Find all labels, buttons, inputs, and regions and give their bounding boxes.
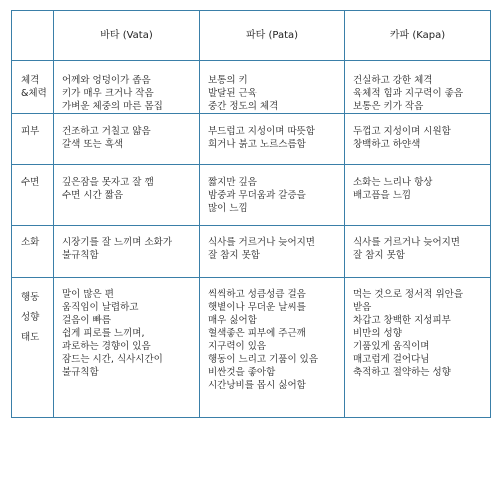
cell-line: 씩씩하고 성큼성큼 걸음 <box>208 289 306 300</box>
cell-sleep-kapa <box>345 165 491 226</box>
cell-body-pata <box>200 61 345 114</box>
cell-line: 시장기를 잘 느끼며 소화가 <box>62 237 173 248</box>
cell-traits-vata <box>54 278 200 418</box>
cell-line: 희거나 붉고 노르스름함 <box>208 139 306 150</box>
cell-line: 햇볕이나 무더운 날씨를 <box>208 302 306 313</box>
cell-line: 식사를 거르거나 늦어지면 <box>208 237 315 248</box>
cell-line: 중간 정도의 체격 <box>208 101 279 112</box>
cell-line: 기품있게 움직이며 <box>353 341 430 352</box>
header-cell-vata: 바타 (Vata) <box>54 11 200 61</box>
cell-line: 건조하고 거칠고 얇음 <box>62 126 151 137</box>
cell-line: 소화는 느리나 항상 <box>353 177 433 188</box>
cell-line: 깊은잠을 못자고 잘 깸 <box>62 177 154 188</box>
cell-traits-pata <box>200 278 345 418</box>
cell-line: 말이 많은 편 <box>62 289 114 300</box>
cell-line: 움직임이 날렵하고 <box>62 302 139 313</box>
cell-line: 축적하고 절약하는 성향 <box>353 367 451 378</box>
cell-line: 육체적 힘과 지구력이 좋음 <box>353 88 464 99</box>
cell-traits-kapa <box>345 278 491 418</box>
row-label-line: 성향 <box>21 312 40 323</box>
cell-body-kapa <box>345 61 491 114</box>
header-cell-kapa: 카파 (Kapa) <box>345 11 491 61</box>
cell-line: 가벼운 체중의 마른 몸집 <box>62 101 163 112</box>
row-label-line: 태도 <box>21 332 40 343</box>
cell-digestion-pata <box>200 226 345 278</box>
table-row-sleep <box>12 165 491 226</box>
cell-line: 보통의 키 <box>208 75 248 86</box>
cell-line: 매우 싫어함 <box>208 315 257 326</box>
cell-line: 식사를 거르거나 늦어지면 <box>353 237 460 248</box>
cell-line: 시간낭비를 몹시 싫어함 <box>208 380 306 391</box>
cell-line: 먹는 것으로 정서적 위안을 <box>353 289 464 300</box>
cell-digestion-kapa <box>345 226 491 278</box>
header-cell-empty <box>12 11 54 61</box>
cell-line: 부드럽고 지성이며 따뜻함 <box>208 126 315 137</box>
cell-digestion-vata <box>54 226 200 278</box>
row-label-body <box>12 61 54 114</box>
row-label-traits <box>12 278 54 418</box>
dosha-comparison-table <box>11 10 491 418</box>
row-label-digestion <box>12 226 54 278</box>
cell-skin-pata <box>200 114 345 165</box>
cell-line: 짧지만 깊음 <box>208 177 257 188</box>
cell-sleep-vata <box>54 165 200 226</box>
table-row-body <box>12 61 491 114</box>
cell-skin-vata <box>54 114 200 165</box>
cell-line: 잠드는 시간, 식사시간이 <box>62 354 163 365</box>
row-label-sleep <box>12 165 54 226</box>
cell-line: 잘 참지 못함 <box>353 250 405 261</box>
cell-line: 많이 느낌 <box>208 203 248 214</box>
cell-line: 잘 참지 못함 <box>208 250 260 261</box>
cell-line: 매고럽게 걸어다님 <box>353 354 430 365</box>
cell-body-vata <box>54 61 200 114</box>
cell-line: 쉽게 피로를 느끼며, <box>62 328 145 339</box>
cell-line: 걸음이 빠름 <box>62 315 111 326</box>
cell-line: 받음 <box>353 302 372 313</box>
cell-line: 두껍고 지성이며 시원함 <box>353 126 451 137</box>
table-row-digestion <box>12 226 491 278</box>
cell-line: 밤중과 무더움과 갈증을 <box>208 190 306 201</box>
cell-sleep-pata <box>200 165 345 226</box>
row-label-line: 수면 <box>21 177 40 188</box>
cell-line: 보통은 키가 작음 <box>353 101 424 112</box>
cell-line: 혈색좋은 피부에 주근깨 <box>208 328 306 339</box>
cell-line: 배고픔을 느낌 <box>353 190 412 201</box>
cell-line: 키가 매우 크거나 작음 <box>62 88 154 99</box>
row-label-line: &체력 <box>21 88 47 99</box>
cell-line: 비만의 성향 <box>353 328 402 339</box>
cell-line: 건실하고 강한 체격 <box>353 75 433 86</box>
cell-line: 불규칙함 <box>62 250 99 261</box>
cell-line: 어께와 엉덩이가 좁음 <box>62 75 151 86</box>
cell-line: 수면 시간 짧음 <box>62 190 124 201</box>
cell-line: 창백하고 하얀색 <box>353 139 421 150</box>
row-label-line: 피부 <box>21 126 40 137</box>
cell-line: 차갑고 창백한 지성피부 <box>353 315 451 326</box>
table-row-traits <box>12 278 491 418</box>
cell-line: 불규칙함 <box>62 367 99 378</box>
header-cell-pata: 파타 (Pata) <box>200 11 345 61</box>
cell-line: 지구력이 있음 <box>208 341 267 352</box>
cell-line: 과로하는 경향이 있음 <box>62 341 151 352</box>
cell-line: 비싼것을 좋아함 <box>208 367 276 378</box>
cell-line: 발달된 근육 <box>208 88 257 99</box>
table-row-skin <box>12 114 491 165</box>
cell-line: 행동이 느리고 기품이 있음 <box>208 354 319 365</box>
row-label-line: 소화 <box>21 237 40 248</box>
header-row <box>12 11 491 61</box>
row-label-line: 체격 <box>21 75 40 86</box>
row-label-line: 행동 <box>21 292 40 303</box>
row-label-skin <box>12 114 54 165</box>
cell-line: 갈색 또는 흑색 <box>62 139 124 150</box>
cell-skin-kapa <box>345 114 491 165</box>
